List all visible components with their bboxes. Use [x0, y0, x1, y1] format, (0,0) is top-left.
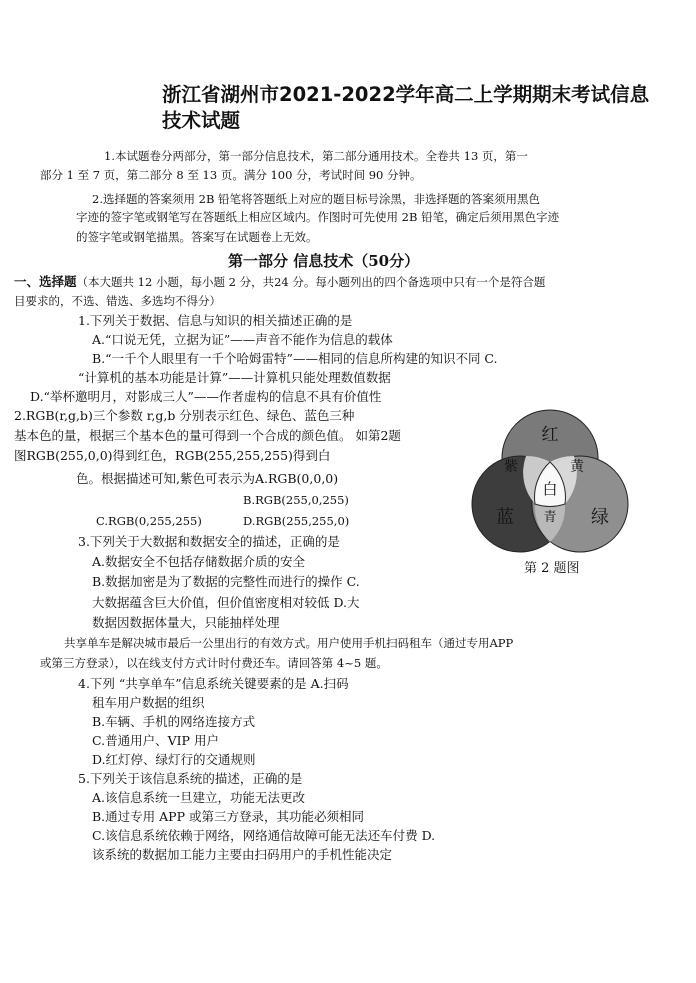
q1-option-c: “计算机的基本功能是计算”——计算机只能处理数值数据	[78, 370, 391, 385]
q5-option-b: B.通过专用 APP 或第三方登录，其功能必须相同	[92, 809, 364, 824]
label-red: 红	[541, 425, 559, 445]
q3-option-a: A.数据安全不包括存储数据介质的安全	[92, 554, 306, 569]
rgb-venn-diagram	[465, 408, 635, 553]
q1-option-b: B.“一千个人眼里有一千个哈姆雷特”——相同的信息所构建的知识不同 C.	[92, 351, 498, 366]
q4-option-b: B.车辆、手机的网络连接方式	[92, 714, 256, 729]
label-yellow: 黄	[570, 459, 584, 475]
q1-stem: 1.下列关于数据、信息与知识的相关描述正确的是	[78, 313, 353, 328]
q2-line1: 2.RGB(r,g,b)三个参数 r,g,b 分别表示红色、绿色、蓝色三种	[14, 408, 355, 423]
q2-line2: 基本色的量，根据三个基本色的量可得到一个合成的颜色值。 如第2题	[14, 428, 401, 443]
label-green: 绿	[591, 507, 609, 528]
q3-stem: 3.下列关于大数据和数据安全的描述，正确的是	[78, 534, 340, 549]
q5-option-c: C.该信息系统依赖于网络，网络通信故障可能无法还车付费 D.	[92, 828, 436, 843]
instruction-2a: 2.选择题的答案须用 2B 铅笔将答题纸上对应的题目标号涂黑，非选择题的答案须用黑色	[92, 192, 541, 206]
q4-option-c: C.普通用户、VIP 用户	[92, 733, 219, 748]
q3-option-b: B.数据加密是为了数据的完整性而进行的操作 C.	[92, 574, 360, 589]
q5-option-a: A.该信息系统一旦建立，功能无法更改	[92, 790, 306, 805]
choice-section-label: 一、选择题	[14, 274, 77, 289]
document-title-line1: 浙江省湖州市2021-2022学年高二上学期期末考试信息	[162, 83, 650, 106]
document-title-line2: 技术试题	[162, 109, 241, 132]
label-cyan: 青	[543, 510, 557, 525]
q1-option-d: D.“举杯邀明月，对影成三人”——作者虚构的信息不具有价值性	[30, 389, 382, 404]
q1-option-a: A.“口说无凭，立据为证”——声音不能作为信息的载体	[92, 332, 393, 347]
choice-section-desc2: 目要求的，不选、错选、多选均不得分）	[14, 294, 221, 308]
label-blue: 蓝	[496, 507, 514, 528]
q2-option-c: C.RGB(0,255,255)	[96, 514, 202, 528]
context-line1: 共享单车是解决城市最后一公里出行的有效方式。用户使用手机扫码租车（通过专用APP	[64, 636, 514, 650]
figure-caption: 第 2 题图	[524, 561, 580, 576]
q2-line4: 色。根据描述可知,紫色可表示为A.RGB(0,0,0)	[76, 471, 339, 486]
label-white: 白	[542, 480, 558, 498]
q2-line3: 图RGB(255,0,0)得到红色，RGB(255,255,255)得到白	[14, 448, 331, 463]
part1-heading: 第一部分 信息技术（50分）	[228, 252, 420, 270]
q4-stem: 4.下列 “共享单车”信息系统关键要素的是 A.扫码	[78, 676, 349, 691]
instruction-1a: 1.本试题卷分两部分，第一部分信息技术，第二部分通用技术。全卷共 13 页，第一	[104, 149, 528, 163]
q4-option-d: D.红灯停、绿灯行的交通规则	[92, 752, 256, 767]
label-purple: 紫	[504, 459, 518, 475]
q2-option-b: B.RGB(255,0,255)	[243, 493, 349, 507]
q5-stem: 5.下列关于该信息系统的描述，正确的是	[78, 771, 303, 786]
instruction-2c: 的签字笔或钢笔描黑。答案写在试题卷上无效。	[76, 230, 318, 244]
q2-option-d: D.RGB(255,255,0)	[243, 514, 350, 528]
q3-option-d: 数据因数据体量大，只能抽样处理	[92, 615, 280, 630]
context-line2: 或第三方登录），以在线支付方式计时付费还车。请回答第 4~5 题。	[40, 656, 388, 670]
q4-option-a: 租车用户数据的组织	[92, 695, 205, 710]
choice-section-desc1: （本大题共 12 小题，每小题 2 分，共24 分。每小题列出的四个备选项中只有一个是符合题	[76, 275, 546, 289]
instruction-2b: 字迹的签字笔或钢笔写在答题纸上相应区域内。作图时可先使用 2B 铅笔，确定后须用黑色字迹	[76, 210, 560, 224]
q3-option-c: 大数据蕴含巨大价值，但价值密度相对较低 D.大	[92, 595, 360, 610]
instruction-1b: 部分 1 至 7 页，第二部分 8 至 13 页。满分 100 分，考试时间 90 分钟。	[40, 168, 422, 182]
q5-option-d: 该系统的数据加工能力主要由扫码用户的手机性能决定	[92, 847, 393, 862]
